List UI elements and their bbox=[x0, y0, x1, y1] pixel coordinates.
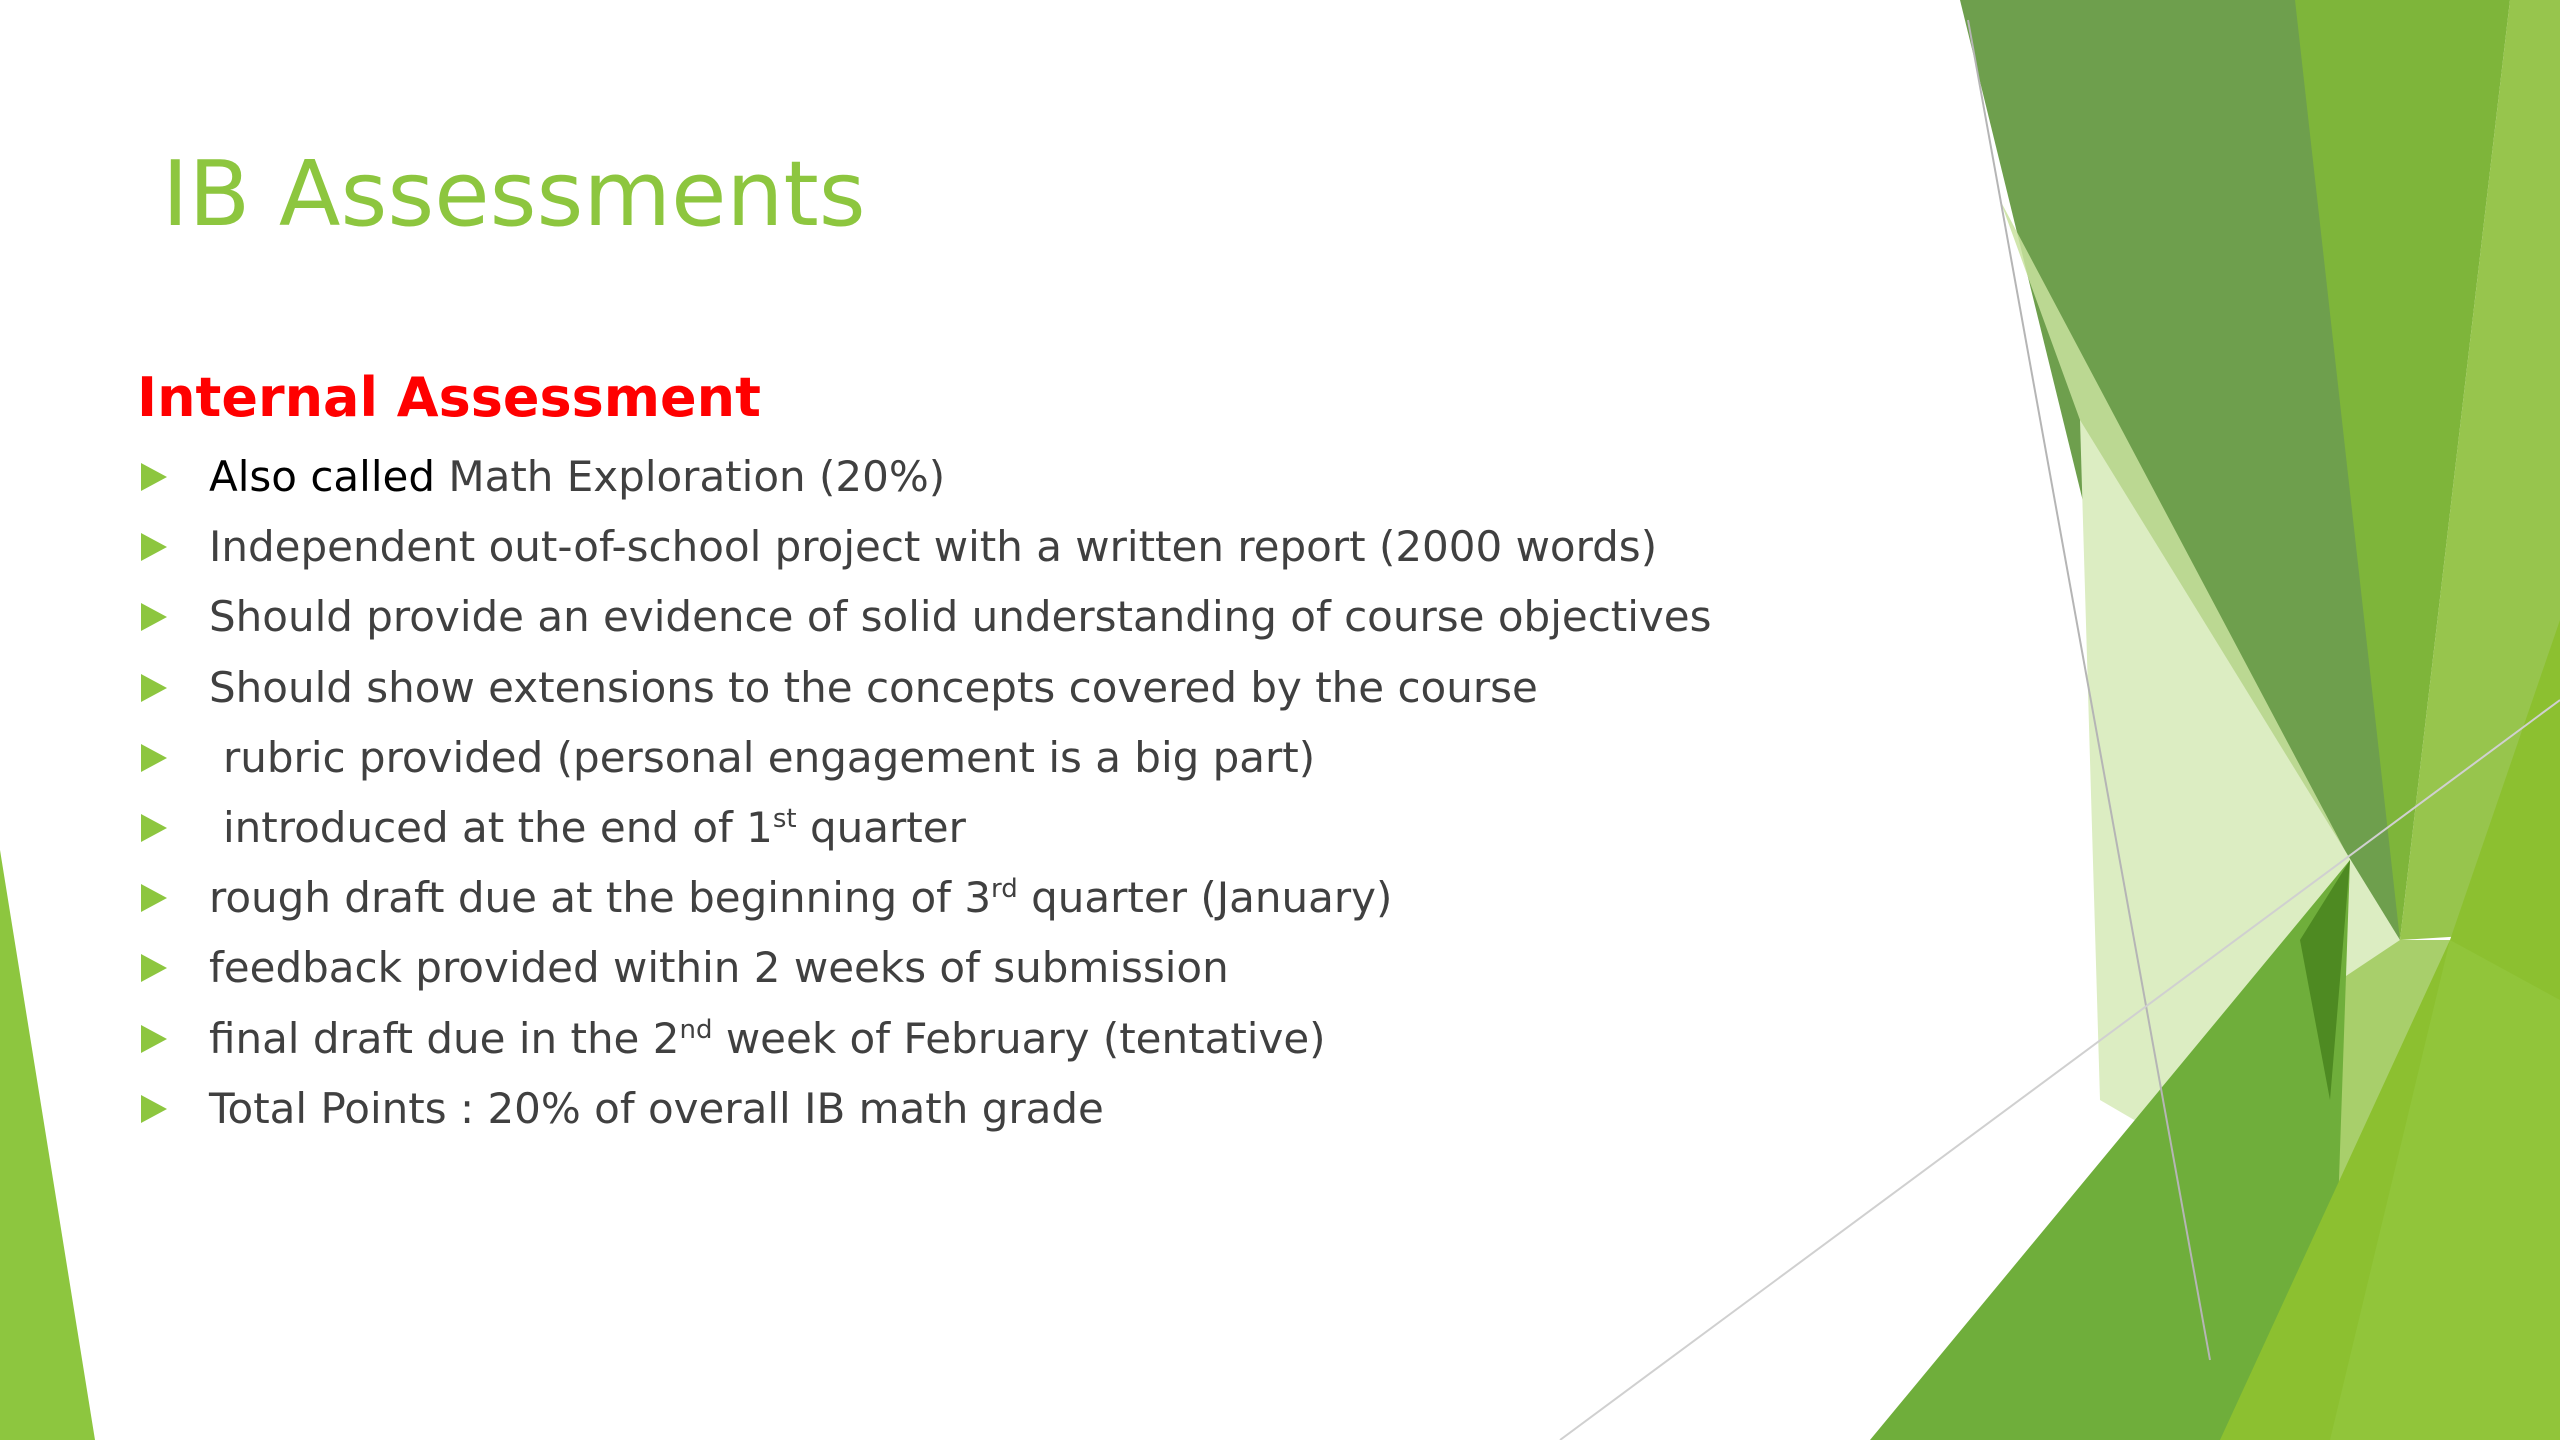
bullet-item bbox=[137, 1004, 1712, 1074]
bullet-text: Should provide an evidence of solid understanding of course objectives bbox=[209, 592, 1712, 642]
bullet-main: introduced at the end of 1 bbox=[223, 803, 773, 853]
bullet-item bbox=[137, 582, 1712, 652]
triangle-bullet-icon bbox=[141, 884, 167, 912]
bullet-text: Total Points : 20% of overall IB math grade bbox=[209, 1083, 1104, 1133]
bullet-text bbox=[223, 798, 966, 858]
ordinal-suffix: nd bbox=[679, 1014, 713, 1045]
bullet-list bbox=[137, 442, 1712, 1144]
bullet-item bbox=[137, 1074, 1712, 1144]
bullet-main: rough draft due at the beginning of 3 bbox=[209, 873, 992, 923]
bullet-item bbox=[137, 723, 1712, 793]
bullet-text bbox=[209, 447, 945, 507]
bullet-text: Independent out-of-school project with a written report (2000 words) bbox=[209, 522, 1658, 572]
triangle-bullet-icon bbox=[141, 674, 167, 702]
bullet-prefix: Also called bbox=[209, 452, 435, 502]
triangle-bullet-icon bbox=[141, 463, 167, 491]
triangle-bullet-icon bbox=[141, 814, 167, 842]
bullet-item bbox=[137, 933, 1712, 1003]
triangle-bullet-icon bbox=[141, 533, 167, 561]
ordinal-suffix: st bbox=[772, 804, 797, 835]
bullet-item bbox=[137, 442, 1712, 512]
bullet-rest: Math Exploration (20%) bbox=[435, 452, 946, 502]
bullet-item bbox=[137, 863, 1712, 933]
bullet-text: rubric provided (personal engagement is a big part) bbox=[223, 732, 1316, 782]
bullet-text bbox=[209, 1009, 1326, 1069]
bullet-after: week of February (tentative) bbox=[712, 1013, 1326, 1063]
triangle-bullet-icon bbox=[141, 744, 167, 772]
slide-title: IB Assessments bbox=[162, 142, 866, 247]
bullet-item bbox=[137, 793, 1712, 863]
triangle-bullet-icon bbox=[141, 603, 167, 631]
facet-left-green bbox=[0, 850, 95, 1440]
triangle-bullet-icon bbox=[141, 1025, 167, 1053]
section-heading: Internal Assessment bbox=[137, 366, 761, 429]
bullet-item bbox=[137, 653, 1712, 723]
triangle-bullet-icon bbox=[141, 1095, 167, 1123]
triangle-bullet-icon bbox=[141, 954, 167, 982]
bullet-text: Should show extensions to the concepts covered by the course bbox=[209, 662, 1538, 712]
ordinal-suffix: rd bbox=[991, 874, 1018, 905]
bullet-item bbox=[137, 512, 1712, 582]
bullet-text: feedback provided within 2 weeks of submission bbox=[209, 943, 1229, 993]
bullet-text bbox=[209, 868, 1392, 928]
bullet-after: quarter bbox=[796, 803, 966, 853]
bullet-main: final draft due in the 2 bbox=[209, 1013, 680, 1063]
bullet-after: quarter (January) bbox=[1017, 873, 1393, 923]
